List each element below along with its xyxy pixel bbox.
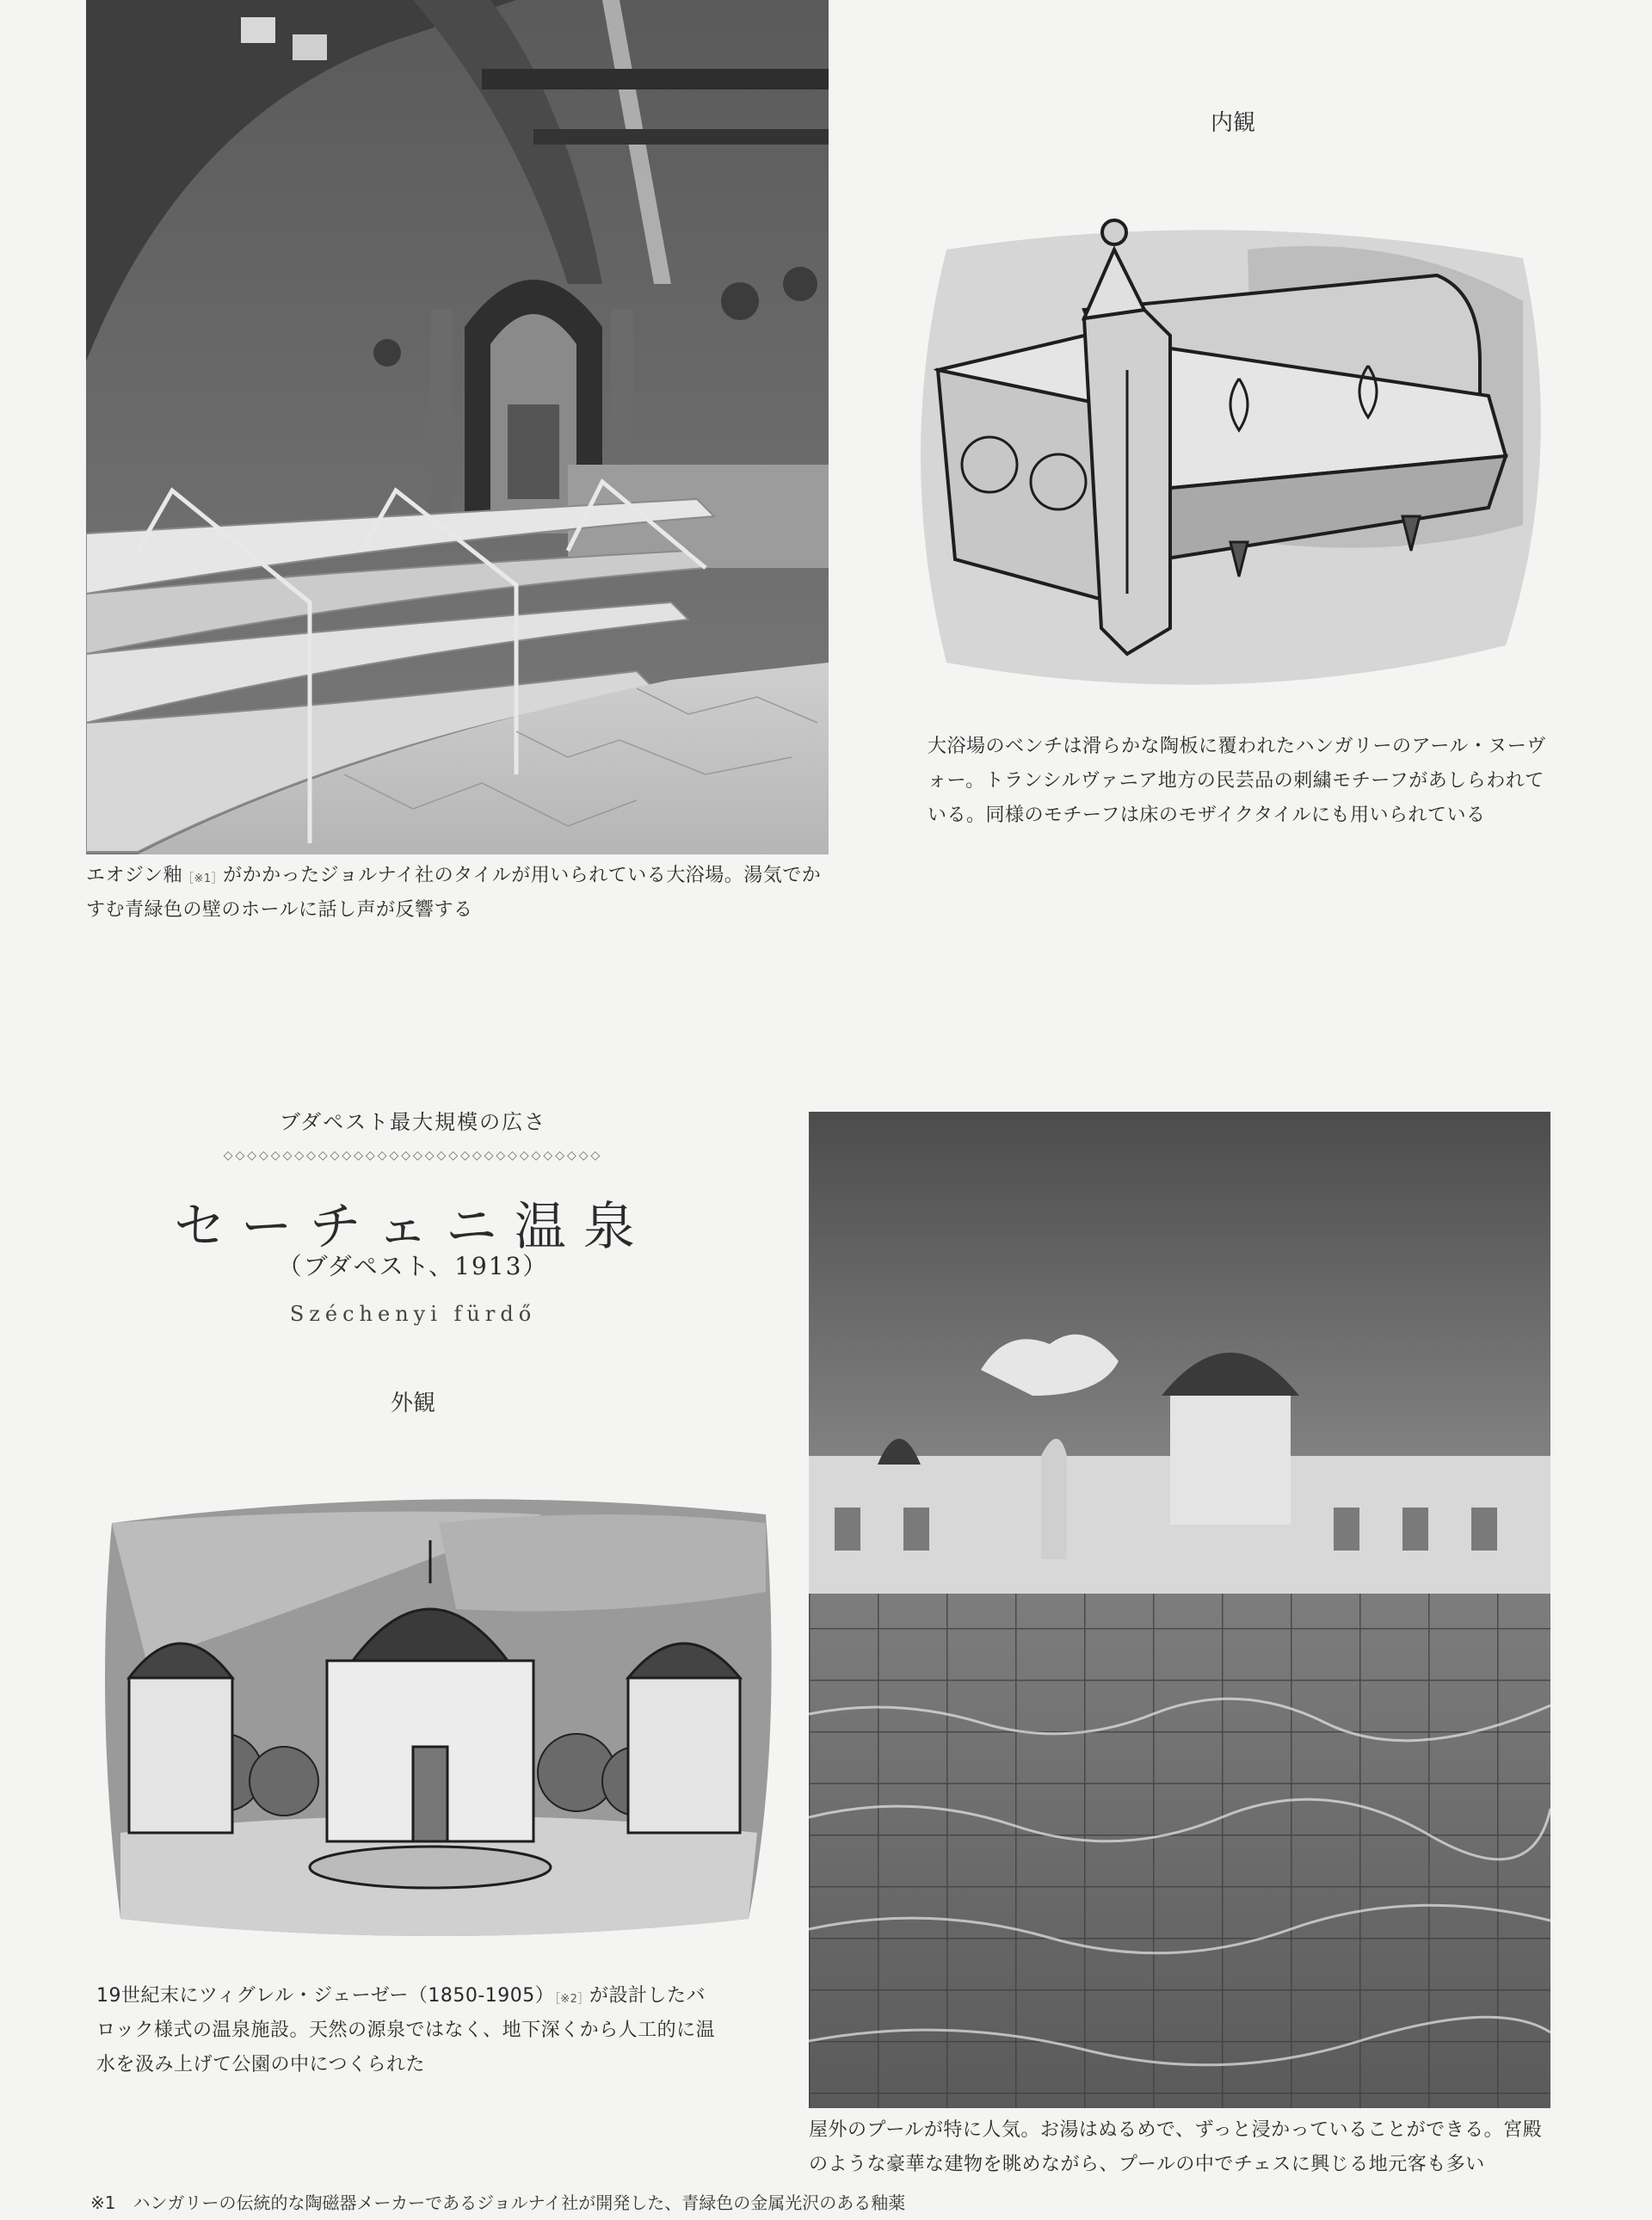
bath-hall-caption-post: がかかったジョルナイ社のタイルが用いられている大浴場。湯気でかすむ青緑色の壁のホールに話し声が反響する <box>86 865 822 921</box>
exterior-caption <box>96 1979 716 2082</box>
footnote-ref-2: ［※2］ <box>554 1993 589 2006</box>
location-date: （ブダペスト、1913） <box>277 1252 549 1280</box>
footnote-ref-1: ［※1］ <box>182 873 224 885</box>
exterior-caption-post: が設計したバロック様式の温泉施設。天然の源泉ではなく、地下深くから人工的に温水を汲み上げて公園の中につくられた <box>96 1985 716 2075</box>
pool-caption: 屋外のプールが特に人気。お湯はぬるめで、ずっと浸かっていることができる。宮殿のような豪華な建物を眺めながら、プールの中でチェスに興じる地元客も多い <box>809 2119 1543 2175</box>
bench-illustration <box>886 198 1566 706</box>
latin-name: Széchenyi fürdő <box>289 1302 537 1326</box>
exterior-caption-pre: 19世紀末にツィグレル・ジェーゼー（1850-1905） <box>96 1985 555 2007</box>
bench-caption: 大浴場のベンチは滑らかな陶板に覆われたハンガリーのアール・ヌーヴォー。トランシルヴァニア地方の民芸品の刺繍モチーフがあしらわれている。同様のモチーフは床のモザイクタイルにも用いられている <box>928 736 1546 826</box>
section-subtitle: ブダペスト最大規模の広さ <box>279 1110 547 1134</box>
footnote-1: ※1 ハンガリーの伝統的な陶磁器メーカーであるジョルナイ社が開発した、青緑色の金属光沢のある釉薬 <box>90 2192 906 2213</box>
bath-hall-photo <box>86 0 829 854</box>
bath-hall-caption <box>86 859 830 928</box>
page-title: セーチェニ温泉 <box>174 1197 652 1257</box>
exterior-illustration <box>95 1489 774 1945</box>
outdoor-pool-photo <box>809 1112 1550 2108</box>
exterior-label: 外観 <box>390 1391 435 1416</box>
decorative-diamond-rule: ◇◇◇◇◇◇◇◇◇◇◇◇◇◇◇◇◇◇◇◇◇◇◇◇◇◇◇◇◇◇◇◇ <box>223 1149 603 1162</box>
bath-hall-caption-pre: エオジン釉 <box>86 865 182 886</box>
interior-label: 内観 <box>1210 110 1255 136</box>
